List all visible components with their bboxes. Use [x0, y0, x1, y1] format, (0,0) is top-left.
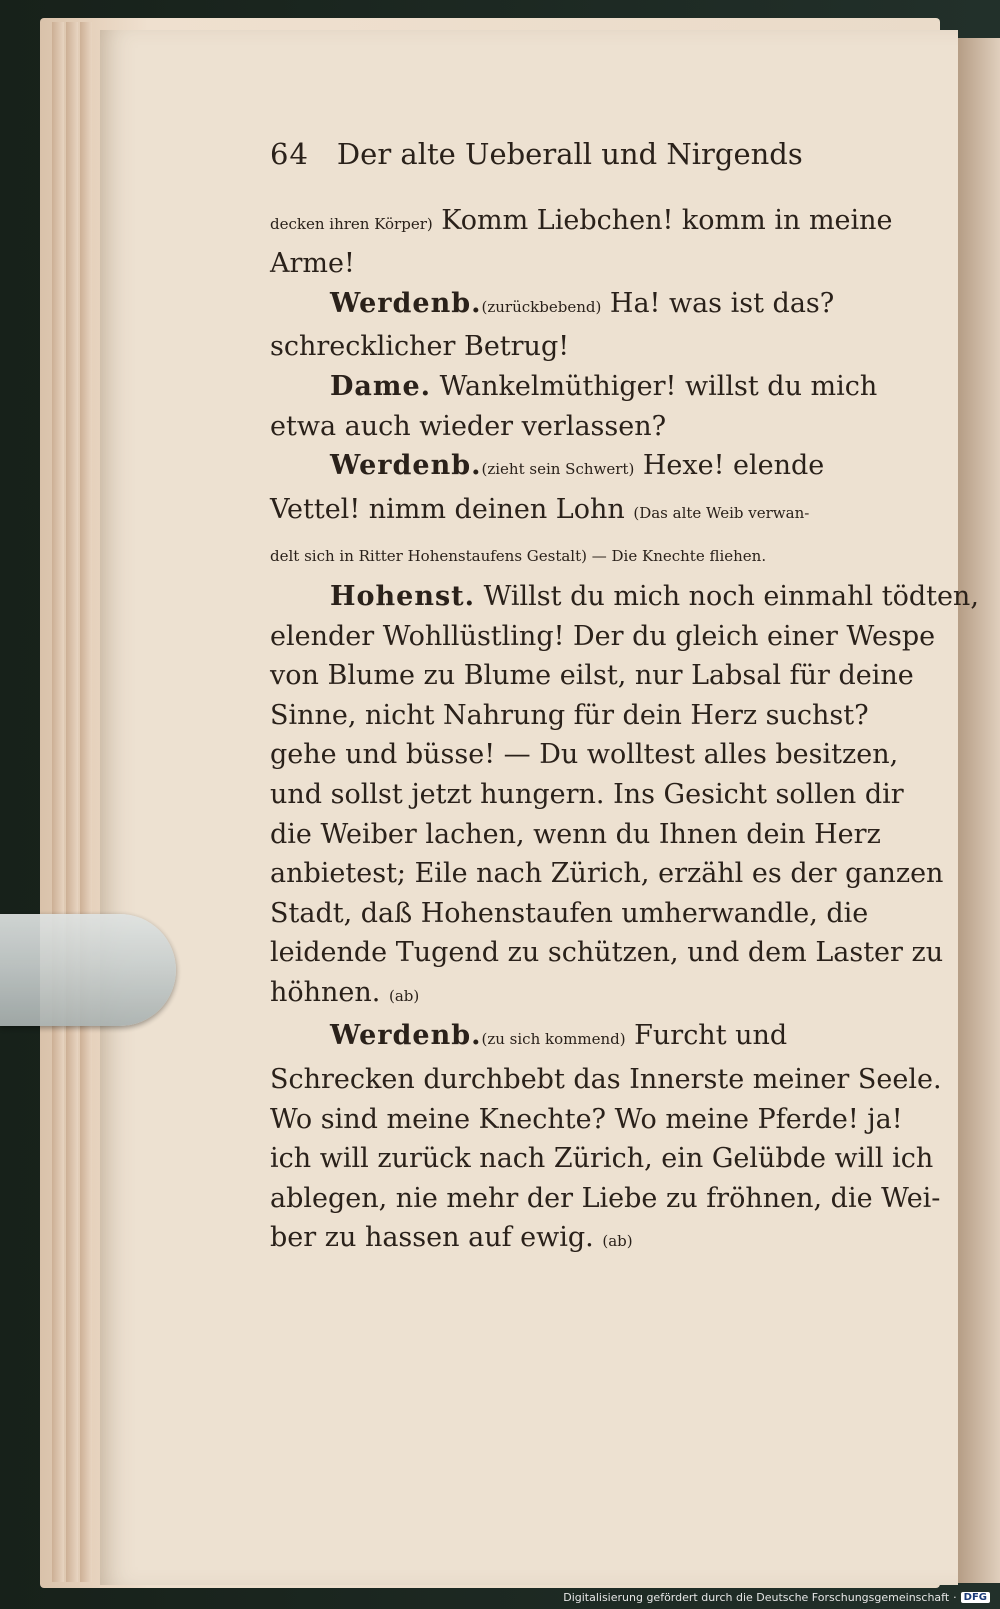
line-text: Willst du mich noch einmahl tödten,: [475, 580, 979, 612]
speaker-name: Werdenb.: [330, 1020, 482, 1052]
page-edge: [52, 22, 64, 1582]
text-line: [270, 775, 904, 815]
line-text: Sinne, nicht Nahrung für dein Herz suchst?: [270, 699, 869, 731]
line-text: elender Wohllüstling! Der du gleich einer Wespe: [270, 620, 936, 652]
stage-direction: decken ihren Körper): [270, 214, 433, 233]
dfg-logo: DFG: [961, 1592, 990, 1603]
text-line: [270, 533, 880, 577]
stage-direction: (Das alte Weib verwan-: [633, 503, 810, 522]
text-line: [270, 284, 880, 328]
text-line: [270, 490, 880, 534]
line-text: höhnen.: [270, 976, 389, 1008]
line-text: die Weiber lachen, wenn du Ihnen dein Herz: [270, 818, 881, 850]
running-head: [270, 135, 880, 175]
stage-direction: (ab): [602, 1232, 633, 1251]
text-line: [270, 244, 880, 284]
text-line: [270, 815, 880, 855]
text-line: [270, 1179, 941, 1219]
line-text: schrecklicher Betrug!: [270, 331, 570, 363]
stage-direction: delt sich in Ritter Hohenstaufens Gestalt) — Die Knechte fliehen.: [270, 547, 767, 566]
text-line: [270, 1016, 880, 1060]
text-line: [270, 973, 880, 1017]
text-line: [270, 1139, 934, 1179]
text-line: [270, 1100, 903, 1140]
line-text: ablegen, nie mehr der Liebe zu fröhnen, die Wei-: [270, 1182, 941, 1214]
line-text: Stadt, daß Hohenstaufen umherwandle, die: [270, 897, 869, 929]
line-text: Furcht und: [625, 1020, 788, 1052]
line-text: und sollst jetzt hungern. Ins Gesicht sollen dir: [270, 778, 904, 810]
page-edge: [66, 22, 78, 1582]
line-text: leidende Tugend zu schützen, und dem Laster zu: [270, 937, 944, 969]
text-line: [270, 367, 880, 407]
speaker-name: Hohenst.: [330, 580, 476, 612]
text-line: [270, 854, 944, 894]
line-text: von Blume zu Blume eilst, nur Labsal für deine: [270, 660, 914, 692]
text-line: [270, 656, 914, 696]
stage-direction: (zu sich kommend): [481, 1030, 626, 1049]
line-text: ich will zurück nach Zürich, ein Gelübde will ich: [270, 1143, 934, 1175]
stage-direction: (ab): [388, 986, 420, 1005]
speaker-name: Dame.: [330, 370, 432, 402]
page-text: [270, 135, 979, 1262]
credit-text: Digitalisierung gefördert durch die Deutsche Forschungsgemeinschaft: [563, 1591, 950, 1604]
line-text: Hexe! elende: [634, 450, 825, 482]
speaker-name: Werdenb.: [330, 450, 482, 482]
line-text: etwa auch wieder verlassen?: [270, 410, 667, 442]
line-text: Vettel! nimm deinen Lohn: [270, 493, 634, 525]
stage-direction: (zieht sein Schwert): [481, 460, 635, 479]
line-text: Wankelmüthiger! willst du mich: [431, 370, 878, 402]
speaker-name: Werdenb.: [330, 287, 482, 319]
text-line: [270, 1060, 942, 1100]
line-text: Komm Liebchen! komm in meine: [432, 204, 893, 236]
running-title: Der alte Ueberall und Nirgends: [336, 137, 803, 171]
line-text: Arme!: [270, 248, 355, 280]
text-lines: [270, 201, 979, 1262]
line-text: Ha! was ist das?: [601, 287, 835, 319]
text-line: [270, 577, 979, 617]
page-number: 64: [270, 137, 309, 171]
line-text: gehe und büsse! — Du wolltest alles besitzen,: [270, 739, 899, 771]
footer-credit: Digitalisierung gefördert durch die Deutsche Forschungsgemeinschaft · DFG: [563, 1591, 990, 1604]
line-text: ber zu hassen auf ewig.: [270, 1222, 603, 1254]
text-line: [270, 894, 880, 934]
text-line: [270, 327, 880, 367]
text-line: [270, 1218, 880, 1262]
stage-direction: (zurückbebend): [481, 297, 602, 316]
adjacent-page: [958, 38, 1000, 1583]
text-line: [270, 933, 944, 973]
text-line: [270, 696, 880, 736]
text-line: [270, 446, 880, 490]
line-text: Wo sind meine Knechte? Wo meine Pferde! ja!: [270, 1103, 903, 1135]
text-line: [270, 407, 880, 447]
page-edge: [80, 22, 92, 1582]
text-line: [270, 735, 899, 775]
line-text: anbietest; Eile nach Zürich, erzähl es der ganzen: [270, 858, 944, 890]
text-line: [270, 201, 893, 245]
page-turn-tab[interactable]: [0, 914, 176, 1026]
text-line: [270, 617, 936, 657]
line-text: Schrecken durchbebt das Innerste meiner Seele.: [270, 1064, 942, 1096]
